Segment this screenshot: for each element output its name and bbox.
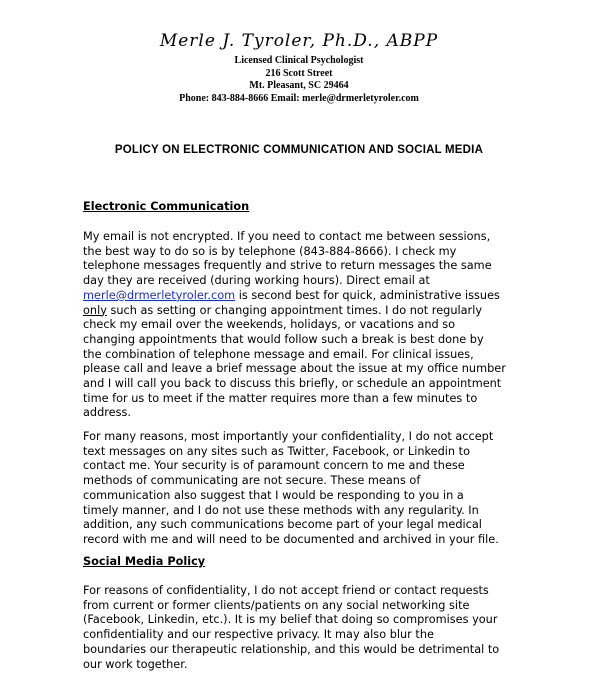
policy-title: POLICY ON ELECTRONIC COMMUNICATION AND SOCIAL MEDIA — [114, 144, 484, 156]
electronic-paragraph-1 — [83, 230, 523, 421]
electronic-paragraph-2 — [83, 430, 523, 548]
text-line: addition, any such communications become part of your legal medical — [83, 518, 482, 532]
letterhead-city: Mt. Pleasant, SC 29464 — [249, 80, 349, 91]
text-line: communication also suggest that I would be responding to you in a — [83, 488, 464, 502]
text-line: (Facebook, Linkedin, etc.). It is my belief that doing so compromises your — [83, 613, 498, 627]
text-line: confidentiality and our respective privacy. It may also blur the — [83, 628, 434, 642]
text-line: our work together. — [83, 657, 188, 671]
letterhead-name: Merle J. Tyroler, Ph.D., ABPP — [159, 31, 439, 51]
letterhead-contact: Phone: 843-884-8666 Email: merle@drmerletyroler.com — [179, 92, 419, 104]
text-line: please call and leave a brief message about the issue at my office number — [83, 362, 506, 376]
text-line: telephone messages frequently and strive to return messages the same — [83, 259, 492, 273]
electronic-section — [83, 200, 523, 215]
text-line: record with me and will need to be documented and archived in your file. — [83, 532, 499, 546]
text-line: check my email over the weekends, holidays, or vacations and so — [83, 318, 456, 332]
social-paragraph-1 — [83, 584, 523, 672]
letterhead-street: 216 Scott Street — [265, 67, 333, 79]
text-line: changing appointments that would follow such a break is best done by — [83, 332, 484, 346]
text-line: My email is not encrypted. If you need to contact me between sessions, — [83, 230, 491, 243]
text-span: is second best for quick, administrative issues — [235, 288, 500, 302]
text-line: boundaries our therapeutic relationship, and this would be detrimental to — [83, 642, 500, 656]
social-heading: Social Media Policy — [83, 555, 206, 568]
letterhead-title: Licensed Clinical Psychologist — [234, 55, 364, 66]
text-line: methods of communicating are not secure. These means of — [83, 474, 421, 488]
text-line — [83, 304, 523, 319]
text-line: time for us to meet if the matter requires more than a few minutes to — [83, 391, 478, 405]
text-line: from current or former clients/patients on any social networking site — [83, 598, 470, 612]
text-line: For reasons of confidentiality, I do not accept friend or contact requests — [83, 584, 489, 597]
text-line: the best way to do so is by telephone (843-884-8666). I check my — [83, 244, 457, 258]
text-line: address. — [83, 406, 131, 420]
text-line: contact me. Your security is of paramount concern to me and these — [83, 459, 465, 473]
text-span: such as setting or changing appointment times. I do not regularly — [106, 303, 483, 317]
text-line: the combination of telephone message and email. For clinical issues, — [83, 347, 474, 361]
letterhead — [0, 30, 598, 105]
electronic-heading: Electronic Communication — [83, 200, 250, 213]
email-link[interactable]: merle@drmerletyroler.com — [83, 288, 236, 302]
text-line: and I will call you back to discuss this briefly, or schedule an appointment — [83, 377, 502, 391]
text-line: day they are received (during working hours). Direct email at — [83, 274, 430, 288]
text-line: For many reasons, most importantly your confidentiality, I do not accept — [83, 430, 494, 443]
text-line — [83, 289, 523, 304]
emphasis-only: only — [83, 303, 107, 317]
text-line: timely manner, and I do not use these methods with any regularity. In — [83, 503, 479, 517]
social-section — [83, 555, 523, 570]
text-line: text messages on any sites such as Twitter, Facebook, or Linkedin to — [83, 444, 470, 458]
